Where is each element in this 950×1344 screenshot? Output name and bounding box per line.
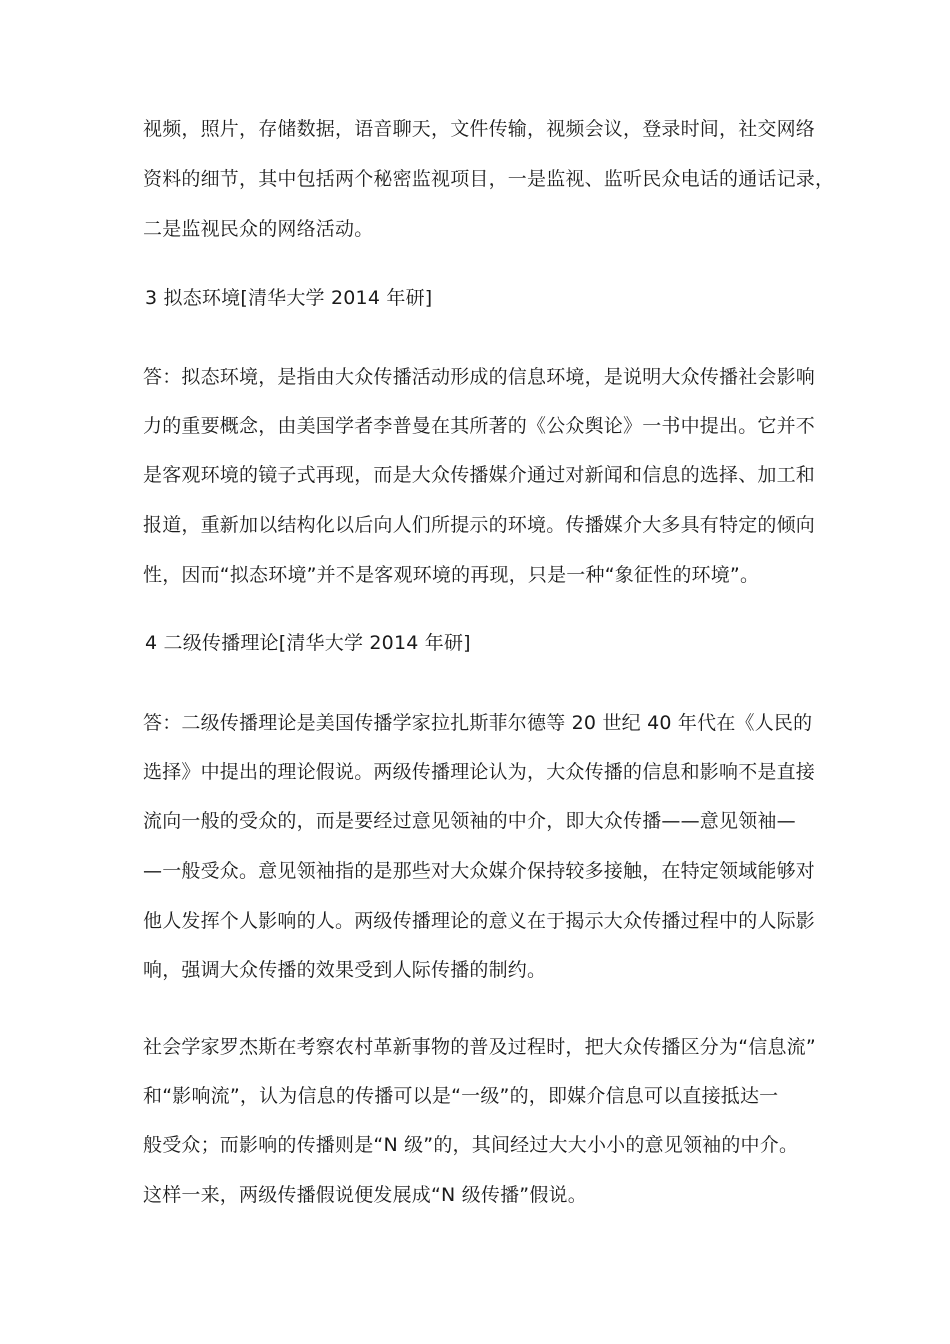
section-heading-4: 4 二级传播理论[清华大学 2014 年研] [145,632,471,654]
answer-4-line: 选择》中提出的理论假说。两级传播理论认为，大众传播的信息和影响不是直接 [143,761,816,783]
answer-4-line: 答：二级传播理论是美国传播学家拉扎斯菲尔德等 20 世纪 40 年代在《人民的 [143,712,813,734]
paragraph-line: 社会学家罗杰斯在考察农村革新事物的普及过程时，把大众传播区分为“信息流” [143,1036,816,1058]
answer-4-line: 流向一般的受众的，而是要经过意见领袖的中介，即大众传播——意见领袖— [143,810,796,832]
answer-4-line: —一般受众。意见领袖指的是那些对大众媒介保持较多接触，在特定领域能够对 [143,860,816,882]
answer-4-line: 他人发挥个人影响的人。两级传播理论的意义在于揭示大众传播过程中的人际影 [143,910,816,932]
answer-3-line: 性，因而“拟态环境”并不是客观环境的再现，只是一种“象征性的环境”。 [143,564,760,586]
section-heading-3: 3 拟态环境[清华大学 2014 年研] [145,287,433,309]
paragraph-line: 视频，照片，存储数据，语音聊天，文件传输，视频会议，登录时间，社交网络 [143,118,816,140]
answer-3-line: 报道，重新加以结构化以后向人们所提示的环境。传播媒介大多具有特定的倾向 [143,514,816,536]
paragraph-line: 和“影响流”，认为信息的传播可以是“一级”的，即媒介信息可以直接抵达一 [143,1085,779,1107]
answer-3-line: 是客观环境的镜子式再现，而是大众传播媒介通过对新闻和信息的选择、加工和 [143,464,816,486]
paragraph-line: 这样一来，两级传播假说便发展成“N 级传播”假说。 [143,1184,587,1206]
answer-3-line: 答：拟态环境，是指由大众传播活动形成的信息环境，是说明大众传播社会影响 [143,366,816,388]
answer-4-line: 响，强调大众传播的效果受到人际传播的制约。 [143,959,547,981]
paragraph-line: 资料的细节，其中包括两个秘密监视项目，一是监视、监听民众电话的通话记录， [143,168,835,190]
answer-3-line: 力的重要概念，由美国学者李普曼在其所著的《公众舆论》一书中提出。它并不 [143,415,816,437]
paragraph-line: 般受众；而影响的传播则是“N 级”的，其间经过大大小小的意见领袖的中介。 [143,1134,799,1156]
paragraph-line: 二是监视民众的网络活动。 [143,218,374,240]
